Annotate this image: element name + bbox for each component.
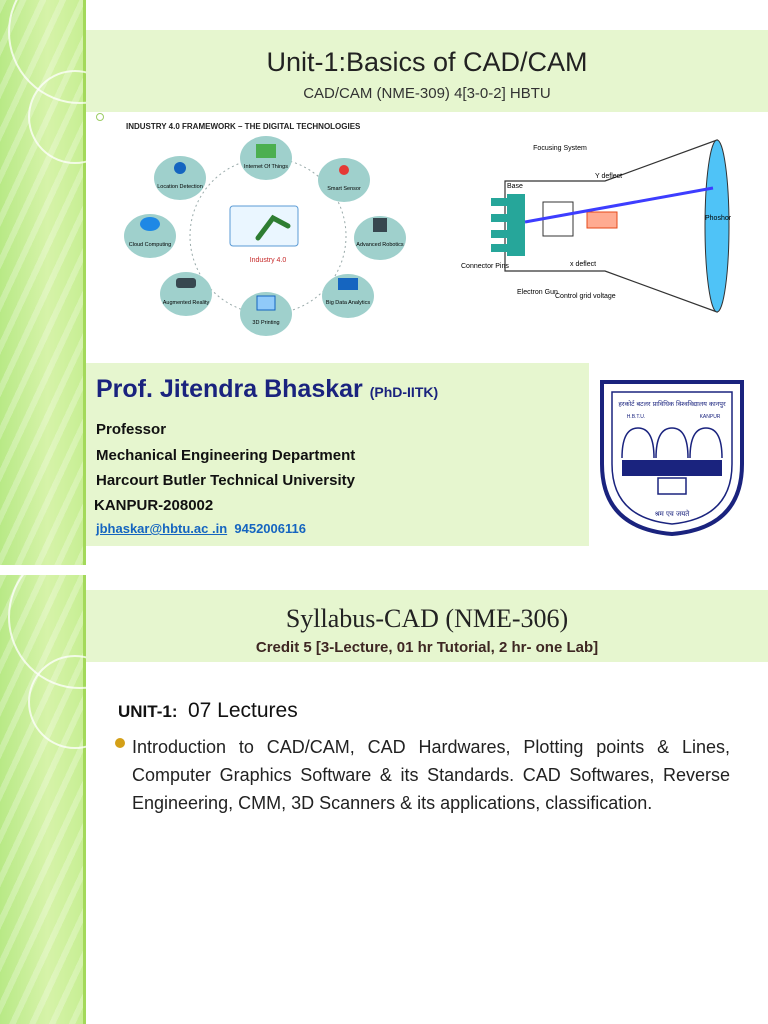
seal-top-text: हरकोर्ट बटलर प्राविधिक विश्वविद्यालय कानपुर [618, 400, 726, 408]
node-location-detection [154, 156, 206, 200]
industry-heading: INDUSTRY 4.0 FRAMEWORK – THE DIGITAL TECHNOLOGIES [126, 122, 361, 131]
email-link[interactable]: jbhaskar@hbtu.ac .in [96, 521, 228, 536]
svg-text:Advanced Robotics: Advanced Robotics [356, 242, 404, 248]
phosphor-screen [705, 140, 729, 312]
printer-icon [257, 296, 275, 310]
slide-subtitle: CAD/CAM (NME-309) 4[3-0-2] HBTU [303, 85, 551, 102]
node-3d-printing [240, 292, 292, 336]
bullet-icon [115, 738, 125, 748]
svg-text:Phoshor: Phoshor [705, 215, 732, 222]
designation: Professor [96, 421, 167, 438]
electron-beam [525, 188, 713, 222]
city: KANPUR-208002 [94, 497, 214, 514]
unit-content: Introduction to CAD/CAM, CAD Hardwares, Plotting points & Lines, Computer Graphics Software & its Standards. CAD Softwares, Reverse Engineering, CMM, 3D Scanners & its applications, classification. [132, 737, 730, 813]
cloud-icon [140, 217, 160, 231]
node-smart-sensor [318, 158, 370, 202]
slide-title: Unit-1:Basics of CAD/CAM [266, 47, 588, 77]
unit-lectures: 07 Lectures [187, 699, 298, 722]
node-iot [240, 136, 292, 180]
location-pin-icon [174, 162, 186, 174]
svg-text:H.B.T.U.: H.B.T.U. [626, 414, 646, 420]
svg-text:3D Printing: 3D Printing [252, 320, 280, 326]
svg-text:Augmented Reality: Augmented Reality [162, 300, 210, 306]
contact-line [96, 521, 306, 536]
svg-text:Smart Sensor: Smart Sensor [327, 186, 361, 192]
department: Mechanical Engineering Department [96, 447, 356, 464]
deflection-plates [587, 212, 617, 228]
svg-text:Big Data Analytics: Big Data Analytics [325, 300, 371, 306]
node-advanced-robotics [354, 216, 406, 260]
industry-40-diagram [118, 118, 418, 340]
svg-text:x deflect: x deflect [570, 261, 597, 268]
seal-factory-icon [622, 460, 722, 476]
node-augmented-reality [160, 272, 212, 316]
node-cloud-computing [124, 214, 176, 258]
profile-box [86, 363, 589, 546]
svg-text:Connector Pins: Connector Pins [461, 263, 509, 270]
decorative-band [0, 575, 86, 1024]
unit-label: UNIT-1: [118, 702, 178, 721]
unit-heading [118, 699, 298, 723]
industry-center-label: Industry 4.0 [249, 257, 287, 264]
university: Harcourt Butler Technical University [96, 472, 355, 489]
seal-motto: श्रम एव जयते [654, 510, 690, 518]
professor-degree: (PhD-IITK) [369, 384, 439, 400]
title-box [86, 590, 768, 662]
title-box [86, 30, 768, 112]
svg-text:Control grid voltage: Control grid voltage [555, 293, 616, 300]
dot-decoration [96, 113, 104, 121]
decorative-band [0, 0, 86, 565]
svg-text:Focusing System: Focusing System [533, 145, 587, 152]
ring-decoration [28, 655, 122, 749]
svg-text:Base: Base [507, 183, 523, 190]
node-big-data [322, 274, 374, 318]
professor-name: Prof. Jitendra Bhaskar (PhD-IITK) [96, 375, 439, 403]
university-seal [598, 378, 746, 538]
iot-house-icon [256, 144, 276, 158]
crt-diagram [455, 136, 745, 326]
slide-subtitle: Credit 5 [3-Lecture, 01 hr Tutorial, 2 hr- one Lab] [255, 639, 599, 656]
svg-text:Electron Gun: Electron Gun [517, 289, 558, 296]
svg-text:Location Detection: Location Detection [157, 184, 203, 190]
vr-headset-icon [176, 278, 196, 288]
sensor-icon [339, 165, 349, 175]
base-block [507, 194, 525, 256]
phone-number: 9452006116 [234, 521, 306, 536]
svg-text:Y deflect: Y deflect [595, 173, 623, 180]
slide-title: Syllabus-CAD (NME-306) [285, 604, 569, 633]
robot-icon [373, 218, 387, 232]
svg-text:Internet Of Things: Internet Of Things [244, 164, 288, 170]
svg-text:Cloud Computing: Cloud Computing [128, 242, 172, 248]
slide-2 [0, 575, 768, 1024]
svg-text:KANPUR: KANPUR [699, 414, 721, 420]
data-icon [338, 278, 358, 290]
